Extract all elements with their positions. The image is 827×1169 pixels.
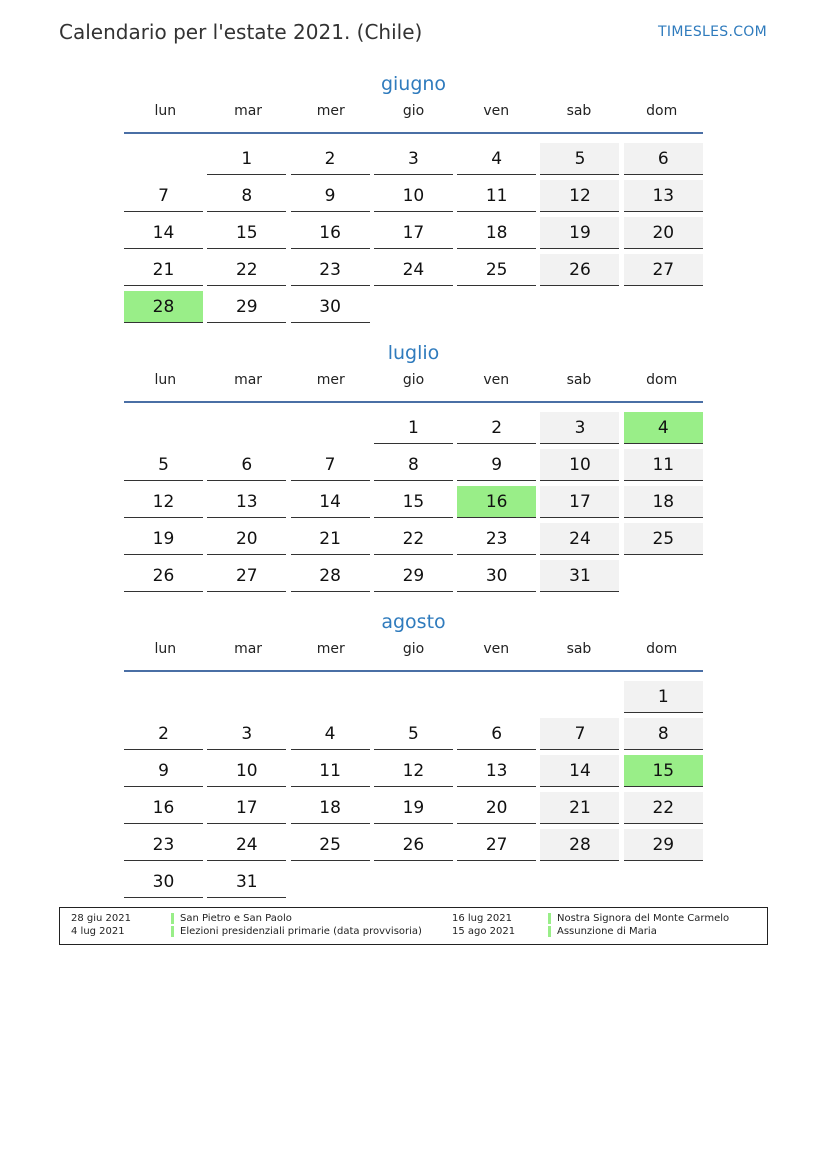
legend-date: 28 giu 2021 [71,913,131,924]
day-cell[interactable]: 3 [540,412,619,444]
day-cell[interactable]: 31 [540,560,619,592]
empty-cell [124,143,203,174]
day-cell[interactable]: 18 [624,486,703,518]
weekday-label: mer [316,372,345,388]
weekday-label: gio [402,641,425,657]
day-cell[interactable]: 17 [207,792,286,824]
month-luglio [124,339,703,592]
day-cell[interactable]: 3 [374,143,453,175]
weekday-label: lun [154,103,177,119]
day-cell[interactable]: 10 [207,755,286,787]
weekday-label: mar [234,372,263,388]
empty-cell [291,412,370,443]
day-cell[interactable]: 9 [124,755,203,787]
weekday-label: sab [566,372,592,388]
day-cell[interactable]: 22 [207,254,286,286]
day-cell[interactable]: 6 [624,143,703,175]
weekday-label: ven [483,103,510,119]
day-cell[interactable]: 20 [207,523,286,555]
legend-name: San Pietro e San Paolo [180,913,292,924]
day-cell[interactable]: 30 [457,560,536,592]
day-cell[interactable]: 12 [374,755,453,787]
weekday-header [124,640,703,672]
day-cell[interactable]: 23 [457,523,536,555]
day-cell[interactable]: 12 [124,486,203,518]
day-cell[interactable]: 12 [540,180,619,212]
day-cell[interactable]: 9 [291,180,370,212]
day-cell[interactable]: 29 [207,291,286,323]
weekday-label: mar [234,103,263,119]
legend-marker [548,926,551,937]
day-cell[interactable]: 15 [624,755,703,787]
weekday-label: mar [234,641,263,657]
legend-name: Nostra Signora del Monte Carmelo [557,913,730,924]
day-cell[interactable]: 18 [291,792,370,824]
legend-marker [548,913,551,924]
legend-entry [452,925,752,938]
day-cell[interactable]: 10 [540,449,619,481]
day-cell[interactable]: 14 [540,755,619,787]
weekday-label: dom [646,103,678,119]
empty-cell [540,681,619,712]
day-cell[interactable]: 29 [374,560,453,592]
empty-cell [207,681,286,712]
day-cell[interactable]: 30 [124,866,203,898]
day-cell[interactable]: 6 [207,449,286,481]
empty-cell [124,681,203,712]
day-cell[interactable]: 24 [207,829,286,861]
legend-entry [71,912,411,925]
empty-cell [124,412,203,443]
legend-marker [171,926,174,937]
day-cell[interactable]: 11 [291,755,370,787]
weekday-label: ven [483,641,510,657]
weekday-header [124,102,703,134]
weekday-label: sab [566,641,592,657]
day-cell[interactable]: 2 [124,718,203,750]
day-grid [124,138,703,323]
weekday-label: sab [566,103,592,119]
weekday-label: dom [646,372,678,388]
day-cell[interactable]: 1 [207,143,286,175]
day-cell[interactable]: 19 [124,523,203,555]
weekday-label: lun [154,372,177,388]
day-cell[interactable]: 26 [374,829,453,861]
weekday-label: mer [316,103,345,119]
day-cell[interactable]: 4 [624,412,703,444]
day-cell[interactable]: 21 [291,523,370,555]
day-cell[interactable]: 27 [457,829,536,861]
day-cell[interactable]: 4 [457,143,536,175]
day-cell[interactable]: 13 [207,486,286,518]
day-cell[interactable]: 7 [291,449,370,481]
day-cell[interactable]: 24 [540,523,619,555]
day-cell[interactable]: 14 [124,217,203,249]
day-cell[interactable]: 3 [207,718,286,750]
day-cell[interactable]: 24 [374,254,453,286]
day-cell[interactable]: 8 [374,449,453,481]
legend-name: Elezioni presidenziali primarie (data provvisoria) [180,926,422,937]
day-cell[interactable]: 15 [374,486,453,518]
legend-marker [171,913,174,924]
month-giugno [124,70,703,323]
day-cell[interactable]: 5 [540,143,619,175]
brand-link[interactable]: TIMESLES.COM [658,24,767,40]
day-cell[interactable]: 28 [540,829,619,861]
day-cell[interactable]: 20 [624,217,703,249]
day-cell[interactable]: 7 [124,180,203,212]
day-cell[interactable]: 14 [291,486,370,518]
holiday-legend [59,907,768,945]
day-cell[interactable]: 27 [207,560,286,592]
day-cell[interactable]: 31 [207,866,286,898]
legend-entry [71,925,422,938]
day-cell[interactable]: 10 [374,180,453,212]
day-cell[interactable]: 17 [374,217,453,249]
day-cell[interactable]: 1 [374,412,453,444]
day-cell[interactable]: 19 [374,792,453,824]
legend-date: 15 ago 2021 [452,926,516,937]
day-cell[interactable]: 16 [457,486,536,518]
day-cell[interactable]: 22 [624,792,703,824]
day-grid [124,676,703,898]
day-cell[interactable]: 25 [457,254,536,286]
day-cell[interactable]: 29 [624,829,703,861]
weekday-label: dom [646,641,678,657]
day-cell[interactable]: 25 [291,829,370,861]
day-cell[interactable]: 5 [124,449,203,481]
legend-name: Assunzione di Maria [557,926,657,937]
weekday-label: gio [402,372,425,388]
day-cell[interactable]: 13 [624,180,703,212]
day-cell[interactable]: 2 [291,143,370,175]
day-cell[interactable]: 19 [540,217,619,249]
day-cell[interactable]: 4 [291,718,370,750]
day-cell[interactable]: 21 [540,792,619,824]
day-cell[interactable]: 16 [124,792,203,824]
day-cell[interactable]: 2 [457,412,536,444]
empty-cell [374,681,453,712]
day-cell[interactable]: 15 [207,217,286,249]
day-cell[interactable]: 26 [124,560,203,592]
day-cell[interactable]: 11 [457,180,536,212]
day-cell[interactable]: 16 [291,217,370,249]
page-title: Calendario per l'estate 2021. (Chile) [59,20,423,44]
month-title: luglio [387,342,440,364]
month-agosto [124,608,703,898]
day-cell[interactable]: 28 [291,560,370,592]
day-cell[interactable]: 17 [540,486,619,518]
day-cell[interactable]: 23 [124,829,203,861]
day-grid [124,407,703,592]
weekday-label: ven [483,372,510,388]
day-cell[interactable]: 21 [124,254,203,286]
empty-cell [291,681,370,712]
weekday-label: gio [402,103,425,119]
weekday-label: mer [316,641,345,657]
day-cell[interactable]: 9 [457,449,536,481]
empty-cell [207,412,286,443]
day-cell[interactable]: 27 [624,254,703,286]
day-cell[interactable]: 11 [624,449,703,481]
day-cell[interactable]: 18 [457,217,536,249]
day-cell[interactable]: 8 [207,180,286,212]
day-cell[interactable]: 25 [624,523,703,555]
day-cell[interactable]: 26 [540,254,619,286]
day-cell[interactable]: 6 [457,718,536,750]
empty-cell [457,681,536,712]
day-cell[interactable]: 23 [291,254,370,286]
weekday-header [124,371,703,403]
month-title: agosto [381,611,446,633]
day-cell[interactable]: 20 [457,792,536,824]
day-cell[interactable]: 30 [291,291,370,323]
day-cell[interactable]: 7 [540,718,619,750]
day-cell[interactable]: 5 [374,718,453,750]
month-title: giugno [380,73,447,95]
day-cell[interactable]: 13 [457,755,536,787]
day-cell[interactable]: 8 [624,718,703,750]
day-cell[interactable]: 28 [124,291,203,323]
legend-entry [452,912,752,925]
day-cell[interactable]: 1 [624,681,703,713]
legend-date: 16 lug 2021 [452,913,512,924]
weekday-label: lun [154,641,177,657]
day-cell[interactable]: 22 [374,523,453,555]
legend-date: 4 lug 2021 [71,926,125,937]
